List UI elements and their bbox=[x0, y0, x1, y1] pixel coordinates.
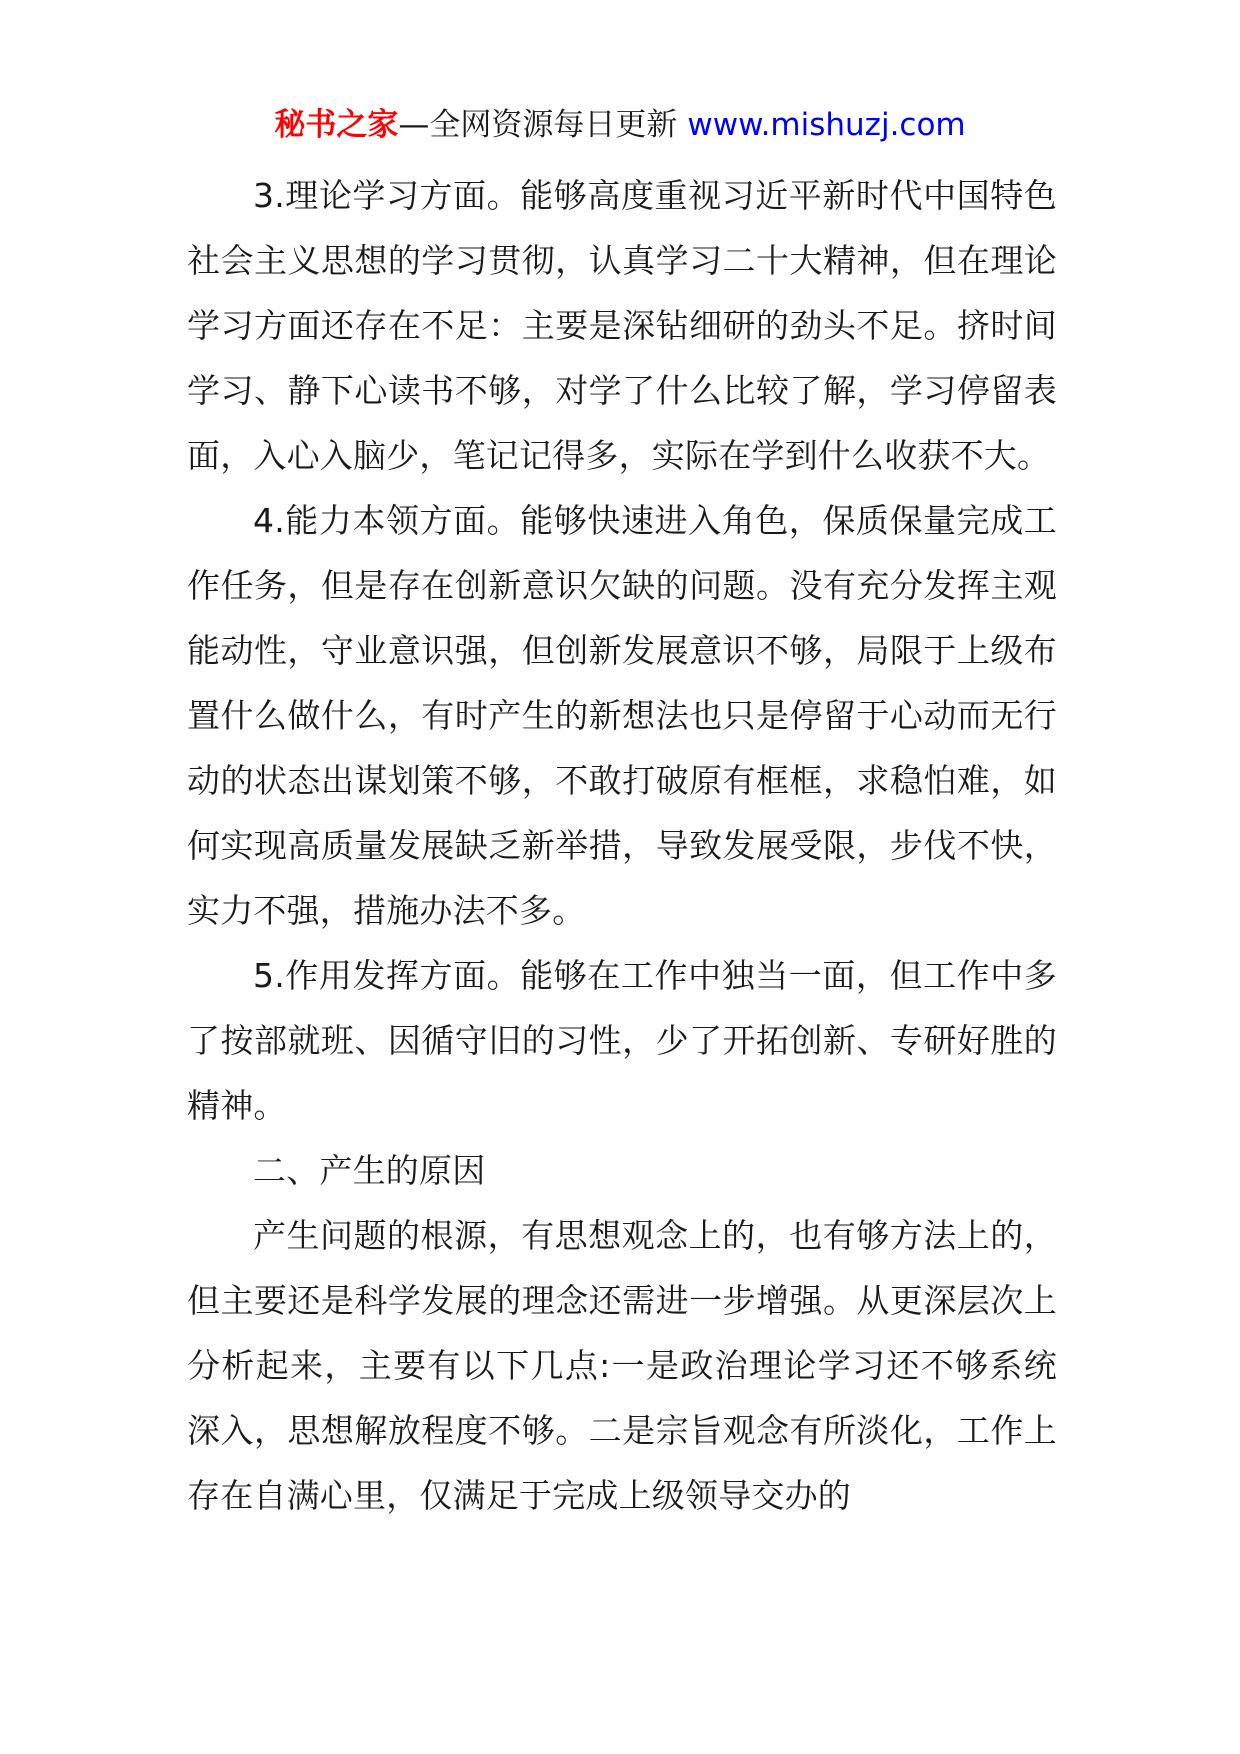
header-tagline: —全网资源每日更新 bbox=[398, 107, 678, 143]
site-header bbox=[0, 103, 1240, 147]
paragraph-theory-study: 3.理论学习方面。能够高度重视习近平新时代中国特色社会主义思想的学习贯彻，认真学习二十大精神，但在理论学习方面还存在不足：主要是深钻细研的劲头不足。挤时间学习、静下心读书不够，对学了什么比较了解，学习停留表面，入心入脑少，笔记记得多，实际在学到什么收获不大。 bbox=[187, 176, 1057, 475]
paragraph-causes: 产生问题的根源，有思想观念上的，也有够方法上的，但主要还是科学发展的理念还需进一步增强。从更深层次上分析起来，主要有以下几点:一是政治理论学习还不够系统深入，思想解放程度不够。二是宗旨观念有所淡化，工作上存在自满心里，仅满足于完成上级领导交办的 bbox=[187, 1216, 1057, 1515]
brand-name: 秘书之家 bbox=[274, 107, 399, 143]
paragraph-role: 5.作用发挥方面。能够在工作中独当一面，但工作中多了按部就班、因循守旧的习性，少了开拓创新、专研好胜的精神。 bbox=[187, 956, 1057, 1125]
paragraph-ability: 4.能力本领方面。能够快速进入角色，保质保量完成工作任务，但是存在创新意识欠缺的问题。没有充分发挥主观能动性，守业意识强，但创新发展意识不够，局限于上级布置什么做什么，有时产生的新想法也只是停留于心动而无行动的状态出谋划策不够，不敢打破原有框框，求稳怕难，如何实现高质量发展缺乏新举措，导致发展受限，步伐不快，实力不强，措施办法不多。 bbox=[187, 501, 1057, 930]
site-url-link[interactable]: www.mishuzj.com bbox=[687, 107, 966, 143]
section-heading-causes: 二、产生的原因 bbox=[253, 1151, 486, 1190]
document-body bbox=[187, 163, 1057, 1528]
